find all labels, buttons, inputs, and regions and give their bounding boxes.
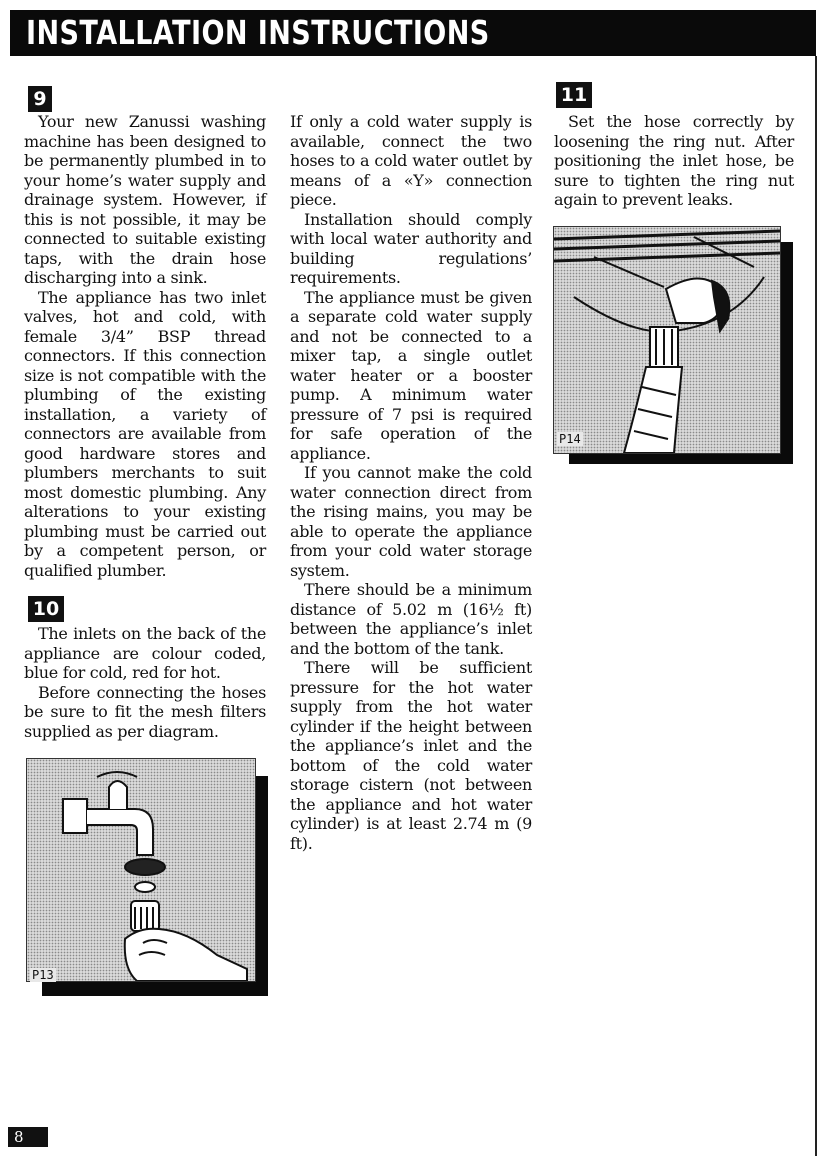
paragraph: If only a cold water supply is available, connect the two hoses to a cold water outlet by means of a «Y» connection piece. bbox=[290, 112, 532, 209]
paragraph: The inlets on the back of the appliance are colour coded, blue for cold, red for hot. bbox=[24, 624, 266, 682]
tap-filter-illustration bbox=[27, 759, 255, 981]
figure-tap-filter bbox=[26, 758, 270, 998]
middle-column-text bbox=[290, 112, 532, 853]
right-margin-rule bbox=[815, 56, 817, 1156]
paragraph: There should be a minimum distance of 5.02 m (16½ ft) between the appliance’s inlet and the bottom of the tank. bbox=[290, 580, 532, 658]
section-9-text bbox=[24, 112, 266, 580]
figure-image bbox=[26, 758, 256, 982]
paragraph: If you cannot make the cold water connection direct from the rising mains, you may be able to operate the appliance from your cold water storage system. bbox=[290, 463, 532, 580]
paragraph: The appliance has two inlet valves, hot and cold, with female 3/4” BSP thread connectors. If this connection size is not compatible with the plumbing of the existing installation, a variety of connectors are available from good hardware stores and plumbers merchants to suit most domestic plumbing. Any alterations to your existing plumbing must be carried out by a competent person, or qualified plumber. bbox=[24, 287, 266, 580]
figure-label: P14 bbox=[559, 432, 581, 446]
paragraph: Before connecting the hoses be sure to fit the mesh filters supplied as per diagram. bbox=[24, 682, 266, 741]
section-11-text bbox=[554, 112, 794, 210]
section-number-badge: 11 bbox=[556, 82, 592, 108]
paragraph: There will be sufficient pressure for the hot water supply from the hot water cylinder if the height between the appliance’s inlet and the bottom of the cold water storage cistern (not between the appliance and hot water cylinder) is at least 2.74 m (9 ft). bbox=[290, 658, 532, 853]
section-number-badge: 10 bbox=[28, 596, 64, 622]
paragraph: The appliance must be given a separate cold water supply and not be connected to a mixer tap, a single outlet water heater or a booster pump. A minimum water pressure of 7 psi is required for safe operation of the appliance. bbox=[290, 287, 532, 463]
figure-label: P13 bbox=[32, 968, 54, 982]
figure-image bbox=[553, 226, 781, 454]
page-title: INSTALLATION INSTRUCTIONS bbox=[26, 13, 490, 52]
page-header bbox=[10, 10, 816, 56]
hose-ring-nut-illustration bbox=[554, 227, 780, 453]
paragraph: Installation should comply with local water authority and building regulations’ requirements. bbox=[290, 209, 532, 287]
section-number-badge: 9 bbox=[28, 86, 52, 112]
page-number: 8 bbox=[8, 1127, 48, 1147]
paragraph: Set the hose correctly by loosening the ring nut. After positioning the inlet hose, be sure to tighten the ring nut again to prevent leaks. bbox=[554, 112, 794, 209]
figure-hose-ring-nut bbox=[553, 226, 795, 464]
paragraph: Your new Zanussi washing machine has been designed to be permanently plumbed in to your home’s water supply and drainage system. However, if this is not possible, it may be connected to suitable existing taps, with the drain hose discharging into a sink. bbox=[24, 112, 266, 287]
section-10-text bbox=[24, 624, 266, 741]
